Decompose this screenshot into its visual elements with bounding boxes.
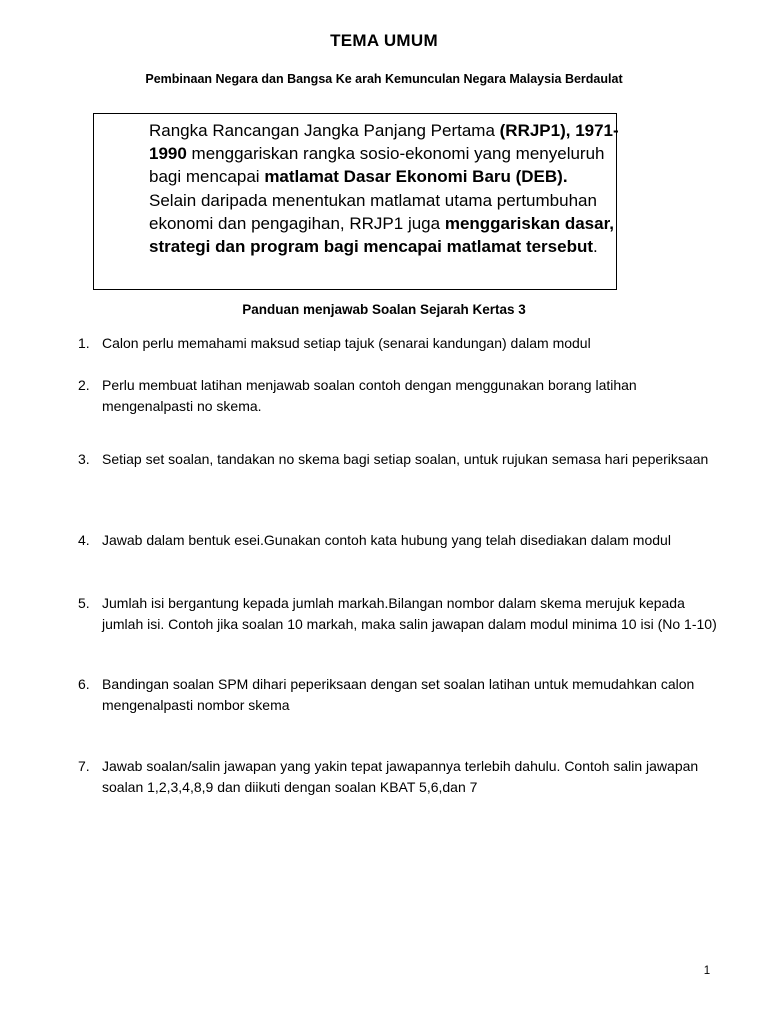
list-item-number: 3. <box>78 451 90 467</box>
guide-heading: Panduan menjawab Soalan Sejarah Kertas 3 <box>242 302 526 317</box>
list-item-text: Calon perlu memahami maksud setiap tajuk (senarai kandungan) dalam modul <box>102 335 591 351</box>
list-item-number: 7. <box>78 758 90 774</box>
list-item-text: Jumlah isi bergantung kepada jumlah markah.Bilangan nombor dalam skema merujuk kepada jumlah isi. Contoh jika soalan 10 markah, maka salin jawapan dalam modul minima 10 isi (No 1-10) <box>102 595 717 632</box>
list-item-number: 5. <box>78 595 90 611</box>
list-item <box>78 674 718 715</box>
rrjp1-info-box <box>93 113 617 290</box>
page-title: TEMA UMUM <box>330 31 438 50</box>
list-item <box>78 449 718 470</box>
list-item-text: Jawab dalam bentuk esei.Gunakan contoh kata hubung yang telah disediakan dalam modul <box>102 532 671 548</box>
list-item-text: Perlu membuat latihan menjawab soalan contoh dengan menggunakan borang latihan mengenalpasti no skema. <box>102 377 637 414</box>
box-text-segment: Rangka Rancangan Jangka Panjang Pertama <box>149 121 500 140</box>
list-item <box>78 375 718 416</box>
page-number: 1 <box>703 965 711 977</box>
list-item-number: 6. <box>78 676 90 692</box>
list-item <box>78 756 718 797</box>
list-item-number: 4. <box>78 532 90 548</box>
box-text-segment: menggariskan rangka sosio-ekonomi yang menyeluruh bagi mencapai <box>149 144 605 187</box>
list-item-number: 1. <box>78 335 90 351</box>
list-item-text: Jawab soalan/salin jawapan yang yakin tepat jawapannya terlebih dahulu. Contoh salin jawapan soalan 1,2,3,4,8,9 dan diikuti dengan soalan KBAT 5,6,dan 7 <box>102 758 699 795</box>
box-bold-rrjp1: (RRJP1), 1971-1990 <box>149 121 619 164</box>
rrjp1-info-text <box>149 119 619 258</box>
box-bold-deb: matlamat Dasar Ekonomi Baru (DEB). <box>264 167 568 187</box>
list-item-text: Setiap set soalan, tandakan no skema bagi setiap soalan, untuk rujukan semasa hari peperiksaan <box>102 451 709 467</box>
list-item-text: Bandingan soalan SPM dihari peperiksaan dengan set soalan latihan untuk memudahkan calon mengenalpasti nombor skema <box>102 676 695 713</box>
box-bold-policy: menggariskan dasar, strategi dan program bagi mencapai matlamat tersebut <box>149 213 614 257</box>
list-item <box>78 530 718 551</box>
list-item <box>78 333 718 354</box>
box-text-segment: Selain daripada menentukan matlamat utama pertumbuhan ekonomi dan pengagihan, RRJP1 juga <box>149 190 597 233</box>
list-item-number: 2. <box>78 377 90 393</box>
page-subtitle: Pembinaan Negara dan Bangsa Ke arah Kemunculan Negara Malaysia Berdaulat <box>145 72 623 86</box>
box-text-segment: . <box>593 237 598 257</box>
list-item <box>78 593 718 634</box>
